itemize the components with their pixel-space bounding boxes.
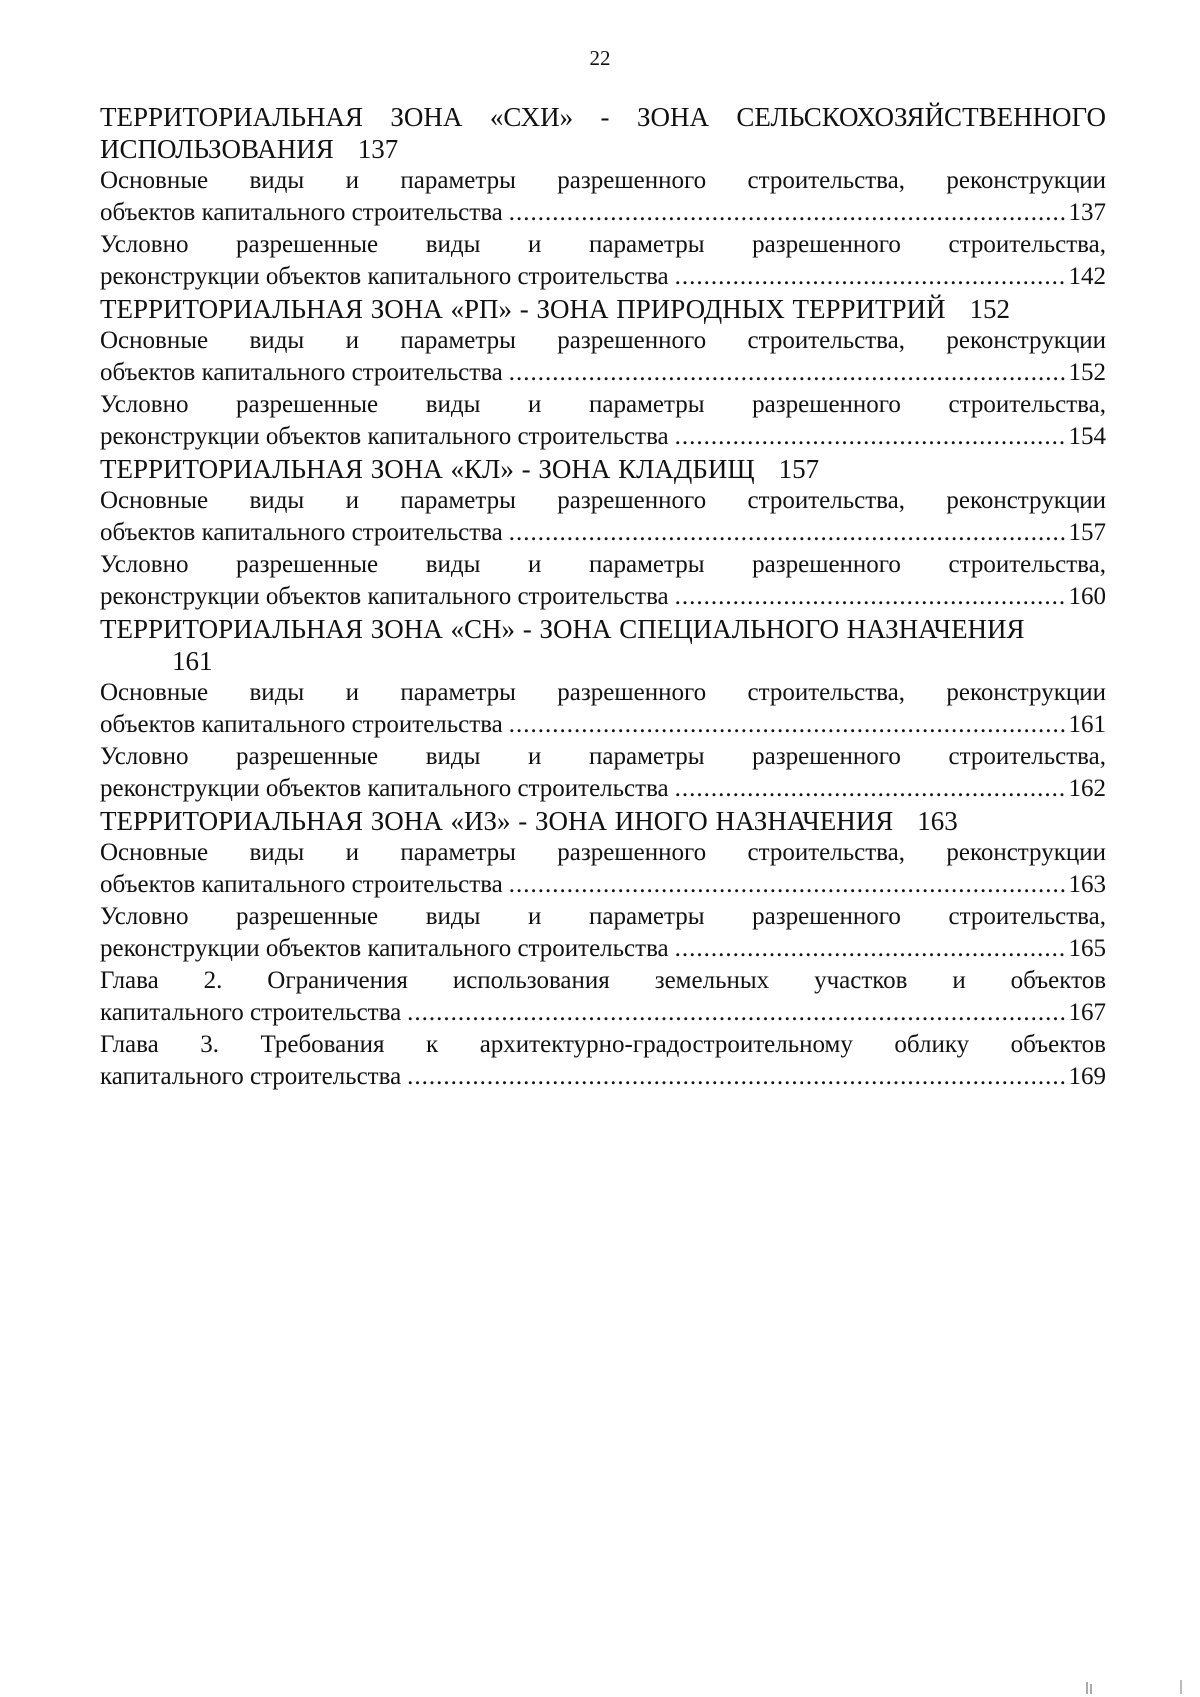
toc-entry-page: 142 xyxy=(1068,263,1106,290)
toc-entry-title-line2: объектов капитального строительства xyxy=(100,871,503,898)
toc-entry-title-line2: объектов капитального строительства xyxy=(100,519,503,546)
dot-leader xyxy=(509,869,1067,901)
toc-zone-title: ТЕРРИТОРИАЛЬНАЯ ЗОНА «РП» - ЗОНА ПРИРОДНЫХ ТЕРРИТРИЙ xyxy=(100,294,946,324)
toc-zone-heading[interactable] xyxy=(100,101,1106,165)
toc-entry[interactable] xyxy=(100,741,1106,805)
toc-zone-title: ТЕРРИТОРИАЛЬНАЯ ЗОНА «КЛ» - ЗОНА КЛАДБИЩ xyxy=(100,454,755,484)
toc-entry-page: 165 xyxy=(1068,935,1106,962)
toc-zone-heading[interactable] xyxy=(100,613,1106,677)
toc-entry-title-line1: Условно разрешенные виды и параметры разрешенного строительства, xyxy=(100,231,1106,258)
toc-entry-title-line1: Условно разрешенные виды и параметры разрешенного строительства, xyxy=(100,391,1106,418)
toc-entry-title-line1: Глава 3. Требования к архитектурно-градостроительному облику объектов xyxy=(100,1031,1106,1058)
toc-entry[interactable] xyxy=(100,389,1106,453)
toc-entry-title-line2: капитального строительства xyxy=(100,999,402,1026)
toc-zone-title: ТЕРРИТОРИАЛЬНАЯ ЗОНА «СХИ» - ЗОНА СЕЛЬСКОХОЗЯЙСТВЕННОГО ИСПОЛЬЗОВАНИЯ xyxy=(100,102,1106,164)
toc-entry-title-line1: Условно разрешенные виды и параметры разрешенного строительства, xyxy=(100,903,1106,930)
scan-artifact-marks xyxy=(1085,1680,1185,1694)
toc-zone-page: 157 xyxy=(778,454,820,484)
dot-leader xyxy=(675,773,1067,805)
page-number: 22 xyxy=(589,46,611,70)
toc-entry-page: 160 xyxy=(1068,583,1106,610)
toc-entry[interactable] xyxy=(100,837,1106,901)
toc-entry-title-line1: Основные виды и параметры разрешенного строительства, реконструкции xyxy=(100,679,1106,706)
toc-zone-title: ТЕРРИТОРИАЛЬНАЯ ЗОНА «ИЗ» - ЗОНА ИНОГО НАЗНАЧЕНИЯ xyxy=(100,806,894,836)
toc-entry-title-line2: реконструкции объектов капитального строительства xyxy=(100,583,669,610)
toc-entry-page: 169 xyxy=(1068,1063,1106,1090)
dot-leader xyxy=(509,357,1067,389)
dot-leader xyxy=(675,421,1067,453)
toc-entry-page: 154 xyxy=(1068,423,1106,450)
toc-entry-title-line2: объектов капитального строительства xyxy=(100,711,503,738)
toc-entry[interactable] xyxy=(100,229,1106,293)
toc-entry-title-line2: капитального строительства xyxy=(100,1063,402,1090)
dot-leader xyxy=(675,933,1067,965)
toc-entry-page: 157 xyxy=(1068,519,1106,546)
toc-entry-title-line2: объектов капитального строительства xyxy=(100,199,503,226)
toc-entry-chapter-3[interactable] xyxy=(100,1029,1106,1093)
toc-zone-page: 161 xyxy=(172,646,213,676)
toc-entry-page: 162 xyxy=(1068,775,1106,802)
dot-leader xyxy=(509,709,1067,741)
toc-entry[interactable] xyxy=(100,549,1106,613)
toc-zone-heading[interactable] xyxy=(100,805,1106,837)
toc-entry[interactable] xyxy=(100,677,1106,741)
toc-entry-page: 161 xyxy=(1068,711,1106,738)
toc-zone-heading[interactable] xyxy=(100,293,1106,325)
toc-entry-title-line1: Основные виды и параметры разрешенного строительства, реконструкции xyxy=(100,839,1106,866)
toc-entry-title-line1: Условно разрешенные виды и параметры разрешенного строительства, xyxy=(100,551,1106,578)
toc-zone-title: ТЕРРИТОРИАЛЬНАЯ ЗОНА «СН» - ЗОНА СПЕЦИАЛЬНОГО НАЗНАЧЕНИЯ xyxy=(100,614,1025,644)
toc-entry-title-line1: Основные виды и параметры разрешенного строительства, реконструкции xyxy=(100,327,1106,354)
toc-zone-page: 163 xyxy=(917,806,958,836)
toc-entry-title-line2: реконструкции объектов капитального строительства xyxy=(100,263,669,290)
dot-leader xyxy=(407,997,1066,1029)
toc-entry-page: 163 xyxy=(1068,871,1106,898)
toc-entry-title-line1: Основные виды и параметры разрешенного строительства, реконструкции xyxy=(100,487,1106,514)
toc-entry-page: 167 xyxy=(1068,999,1106,1026)
toc-entry-title-line1: Основные виды и параметры разрешенного строительства, реконструкции xyxy=(100,167,1106,194)
dot-leader xyxy=(509,197,1067,229)
dot-leader xyxy=(675,581,1067,613)
toc-entry-chapter-2[interactable] xyxy=(100,965,1106,1029)
toc-entry-title-line2: реконструкции объектов капитального строительства xyxy=(100,423,669,450)
dot-leader xyxy=(675,261,1067,293)
dot-leader xyxy=(407,1061,1066,1093)
toc-entry-title-line1: Условно разрешенные виды и параметры разрешенного строительства, xyxy=(100,743,1106,770)
toc-entry-title-line1: Глава 2. Ограничения использования земельных участков и объектов xyxy=(100,967,1106,994)
toc-entry[interactable] xyxy=(100,325,1106,389)
toc-zone-page: 152 xyxy=(969,294,1011,324)
toc-entry[interactable] xyxy=(100,901,1106,965)
toc-entry-title-line2: реконструкции объектов капитального строительства xyxy=(100,775,669,802)
toc-zone-page: 137 xyxy=(357,134,399,164)
dot-leader xyxy=(509,517,1067,549)
table-of-contents xyxy=(100,101,1106,1093)
toc-entry[interactable] xyxy=(100,165,1106,229)
toc-entry-page: 152 xyxy=(1068,359,1106,386)
toc-zone-heading[interactable] xyxy=(100,453,1106,485)
toc-entry-page: 137 xyxy=(1068,199,1106,226)
toc-entry-title-line2: объектов капитального строительства xyxy=(100,359,503,386)
toc-entry-title-line2: реконструкции объектов капитального строительства xyxy=(100,935,669,962)
toc-entry[interactable] xyxy=(100,485,1106,549)
